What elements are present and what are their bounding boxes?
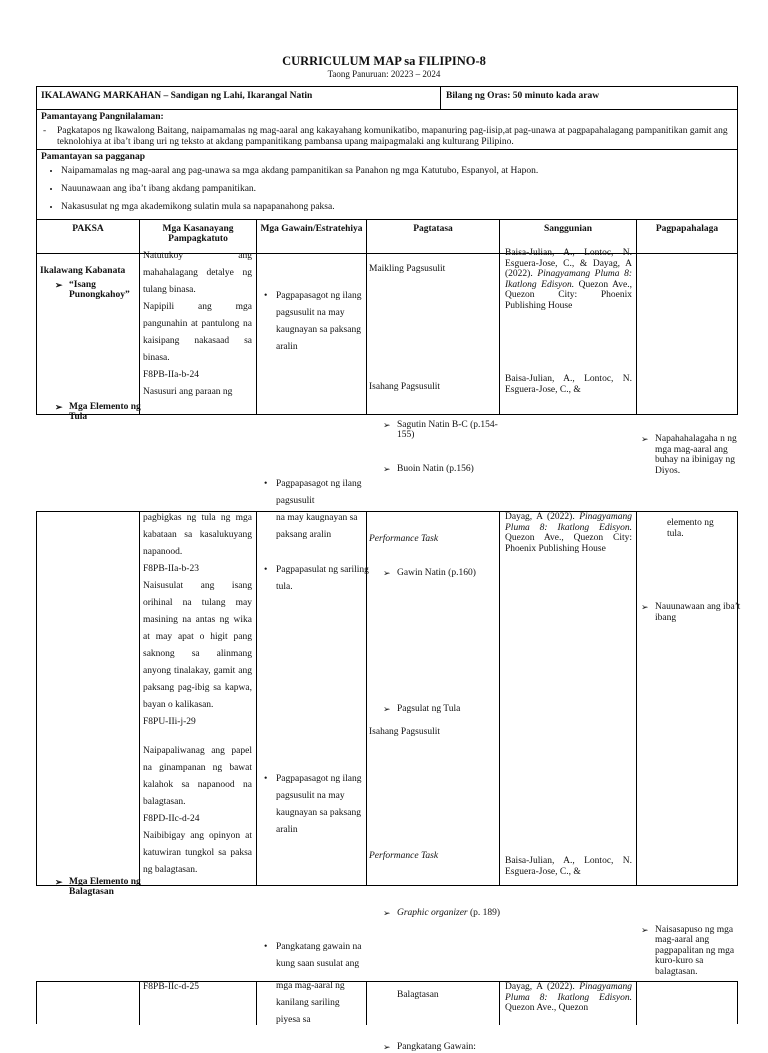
value-item: [641, 925, 745, 978]
reference-authors: Dayag, A (2022).: [505, 512, 575, 522]
header-pagtatasa: Pagtatasa: [366, 220, 499, 254]
assessment-item-text: Pangkatang Gawain:: [397, 1041, 476, 1052]
reference-entry: [505, 512, 632, 554]
assessment-item-text: Gawin Natin (p.160): [397, 568, 476, 578]
competency-item: pagbigkas ng tula ng mga kabataan sa kasalukuyang napanood.: [143, 513, 252, 557]
performance-standard-item: • Nauunawaan ang iba’t ibang akdang pampanitikan.: [61, 184, 751, 194]
column-divider: [499, 982, 500, 1025]
reference-entry: [505, 982, 632, 1014]
assessment-item: [383, 420, 505, 440]
assessment-item: [383, 908, 509, 919]
column-header-row: [37, 219, 737, 254]
reference-publisher: Quezon Ave., Quezon: [505, 1003, 589, 1013]
assessment-item-text: Buoin Natin (p.156): [397, 464, 474, 474]
content-standard-dash: -: [43, 126, 47, 136]
performance-standard-heading: Pamantayan sa pagganap: [41, 152, 145, 162]
topic-elemento-ng-tula: [55, 402, 149, 422]
competency-code: F8PD-IIc-d-24: [143, 814, 200, 824]
column-divider: [636, 982, 637, 1025]
performance-task-label: Performance Task: [369, 534, 439, 544]
reference-authors: Baisa-Julian, A., Lontoc, N. Esguera-Jose, C., &: [505, 374, 632, 395]
competency-item: Napipili ang mga pangunahin at pantulong na kaisipang nakasaad sa binasa.: [143, 302, 252, 363]
hours-label: Bilang ng Oras: 50 minuto kada araw: [446, 91, 600, 101]
performance-standard-item: • Naipamamalas ng mag-aaral ang pag-unawa sa mga akdang pampanitikan sa Panahon ng mga Katutubo, Espanyol, at Hapon.: [61, 166, 751, 176]
header-kasanayan: Mga Kasanayang Pampagkatuto: [139, 220, 256, 254]
reference-title: Pinagyamang Pluma 8: Ikatlong Edisyon.: [505, 982, 633, 1003]
assessment-item: [383, 1042, 505, 1052]
performance-standard-section: [37, 149, 737, 220]
topic-label: Mga Elemento ng Balagtasan: [69, 877, 141, 897]
activity-item: [260, 939, 378, 973]
reference-title: Pinagyamang Pluma 8: Ikatlong Edisyon.: [505, 269, 632, 290]
header-paksa: PAKSA: [72, 224, 104, 234]
content-standard-text: Pagkatapos ng Ikawalong Baitang, naipamamalas ng mag-aaral ang kakayahang komunikatibo, mapanuring pag-iisip,at pag-unawa at pagpapahalagang pampanitikan gamit ang teknolohiya at iba’t ibang uri ng teksto at akdang pampanitikang pambansa upang maipagmalaki ang kulturang Pilipino.: [57, 126, 728, 147]
assessment-item-text: Pagsulat ng Tula: [397, 704, 461, 714]
activity-text: Pagpapasulat ng sariling tula.: [276, 565, 369, 592]
value-text: Naisasapuso ng mga mag-aaral ang pagpapalitan ng mga kuro-kuro sa balagtasan.: [655, 924, 735, 977]
performance-standard-item: • Nakasusulat ng mga akademikong sulatin mula sa napapanahong paksa.: [61, 202, 751, 212]
reference-publisher: Quezon Ave., Quezon City: Phoenix Publishing House: [505, 279, 632, 311]
competency-item: Nasusuri ang paraan ng: [143, 387, 233, 397]
reference-publisher: Quezon Ave., Quezon City: Phoenix Publishing House: [505, 533, 632, 554]
document-title: CURRICULUM MAP sa FILIPINO-8: [282, 54, 486, 68]
content-standard-heading: Pamantayang Pangnilalaman:: [41, 112, 164, 122]
assessment-item: [383, 704, 505, 714]
column-divider: [499, 512, 500, 885]
chapter-label: Ikalawang Kabanata: [40, 266, 126, 276]
reference-authors: Baisa-Julian, A., Lontoc, N. Esguera-Jose, C., & Dayag, A (2022).: [505, 248, 632, 279]
assessment-item-text: Graphic organizer: [397, 908, 468, 918]
value-text: Nauunawaan ang iba’t ibang: [655, 602, 741, 623]
reference-entry: [505, 856, 632, 877]
column-divider: [636, 254, 637, 415]
header-sanggunian: Sanggunian: [499, 220, 636, 254]
activity-item: [260, 771, 378, 839]
activity-continued: mga mag-aaral ng kanilang sariling piyesa sa: [276, 981, 345, 1025]
value-item: [641, 434, 745, 476]
header-pagpapahalaga: Pagpapahalaga: [636, 220, 737, 254]
assessment-item-text: Sagutin Natin B-C (p.154-155): [397, 420, 498, 440]
competency-code: F8PB-IIc-d-25: [143, 982, 199, 992]
activity-text: Pagpapasagot ng ilang pagsusulit na may kaugnayan sa paksang aralin: [276, 291, 362, 352]
competency-text: [143, 248, 252, 401]
activity-text: na may kaugnayan sa paksang aralin: [276, 513, 358, 540]
reference-title: Pinagyamang Pluma 8: Ikatlong Edisyon.: [505, 512, 633, 533]
school-year: Taong Panuruan: 20223 – 2024: [327, 69, 441, 79]
assessment-item: [383, 464, 505, 474]
competency-item: Naisusulat ang isang orihinal na tulang may masining na antas ng wika at may apat o higit pang saknong sa alinmang anyong tinalakay, gamit ang paksang pag-ibig sa kapwa, bayan o kalikasan.: [143, 581, 252, 710]
topic-elemento-ng-balagtasan: [55, 877, 151, 897]
reference-entry: [505, 248, 632, 311]
activity-item: [260, 288, 378, 356]
quarter-label: IKALAWANG MARKAHAN – Sandigan ng Lahi, Ikarangal Natin: [41, 91, 313, 101]
reference-authors: Baisa-Julian, A., Lontoc, N. Esguera-Jose, C., &: [505, 856, 632, 877]
competency-item: Naipapaliwanag ang papel na ginampanan ng bawat kalahok sa napanood na balagtasan.: [143, 746, 252, 807]
activity-text: Pangkatang gawain na kung saan susulat ang: [276, 942, 362, 969]
topic-label: “Isang Punongkahoy”: [69, 280, 130, 300]
reference-entry: [505, 374, 632, 395]
curriculum-table-page-3: [36, 981, 738, 1024]
column-divider: [256, 982, 257, 1025]
competency-code: F8PB-IIa-b-24: [143, 370, 199, 380]
competency-code: F8PB-IIa-b-23: [143, 564, 199, 574]
column-divider: [139, 512, 140, 885]
assessment-item-page: (p. 189): [470, 908, 501, 918]
activity-item: [260, 476, 378, 510]
activity-continued: [276, 510, 362, 544]
column-divider: [256, 512, 257, 885]
assessment-label: Balagtasan: [397, 990, 439, 1000]
column-divider: [139, 254, 140, 415]
competency-item: Naibibigay ang opinyon at katuwiran tungkol sa paksa ng balagtasan.: [143, 831, 252, 875]
activity-text: Pagpapasagot ng ilang pagsusulit: [276, 479, 362, 506]
column-divider: [256, 254, 257, 415]
performance-task-label: Performance Task: [369, 851, 439, 861]
activity-text: Pagpapasagot ng ilang pagsusulit na may kaugnayan sa paksang aralin: [276, 774, 362, 835]
content-standard-section: [37, 109, 737, 150]
competency-code: F8PU-IIi-j-29: [143, 717, 196, 727]
column-divider: [636, 512, 637, 885]
assessment-label: Maikling Pagsusulit: [369, 264, 446, 274]
competency-text: [143, 510, 252, 879]
assessment-label: Isahang Pagsusulit: [369, 727, 440, 737]
topic-isang-punongkahoy: [55, 280, 149, 300]
column-divider: [499, 254, 500, 415]
value-text: Napahahalagaha n ng mga mag-aaral ang buhay na ibinigay ng Diyos.: [655, 434, 737, 476]
quarter-divider: [440, 87, 441, 109]
column-divider: [366, 982, 367, 1025]
value-continued: elemento ng tula.: [667, 518, 714, 539]
activity-item: [260, 562, 378, 596]
performance-standard-list: [37, 166, 751, 220]
column-divider: [139, 982, 140, 1025]
header-gawain: Mga Gawain/Estratehiya: [256, 220, 366, 254]
competency-item: Natutukoy ang mahahalagang detalye ng tulang binasa.: [143, 251, 252, 295]
reference-authors: Dayag, A (2022).: [505, 982, 575, 992]
topic-label: Mga Elemento ng Tula: [69, 402, 141, 422]
assessment-label: Isahang Pagsusulit: [369, 382, 440, 392]
